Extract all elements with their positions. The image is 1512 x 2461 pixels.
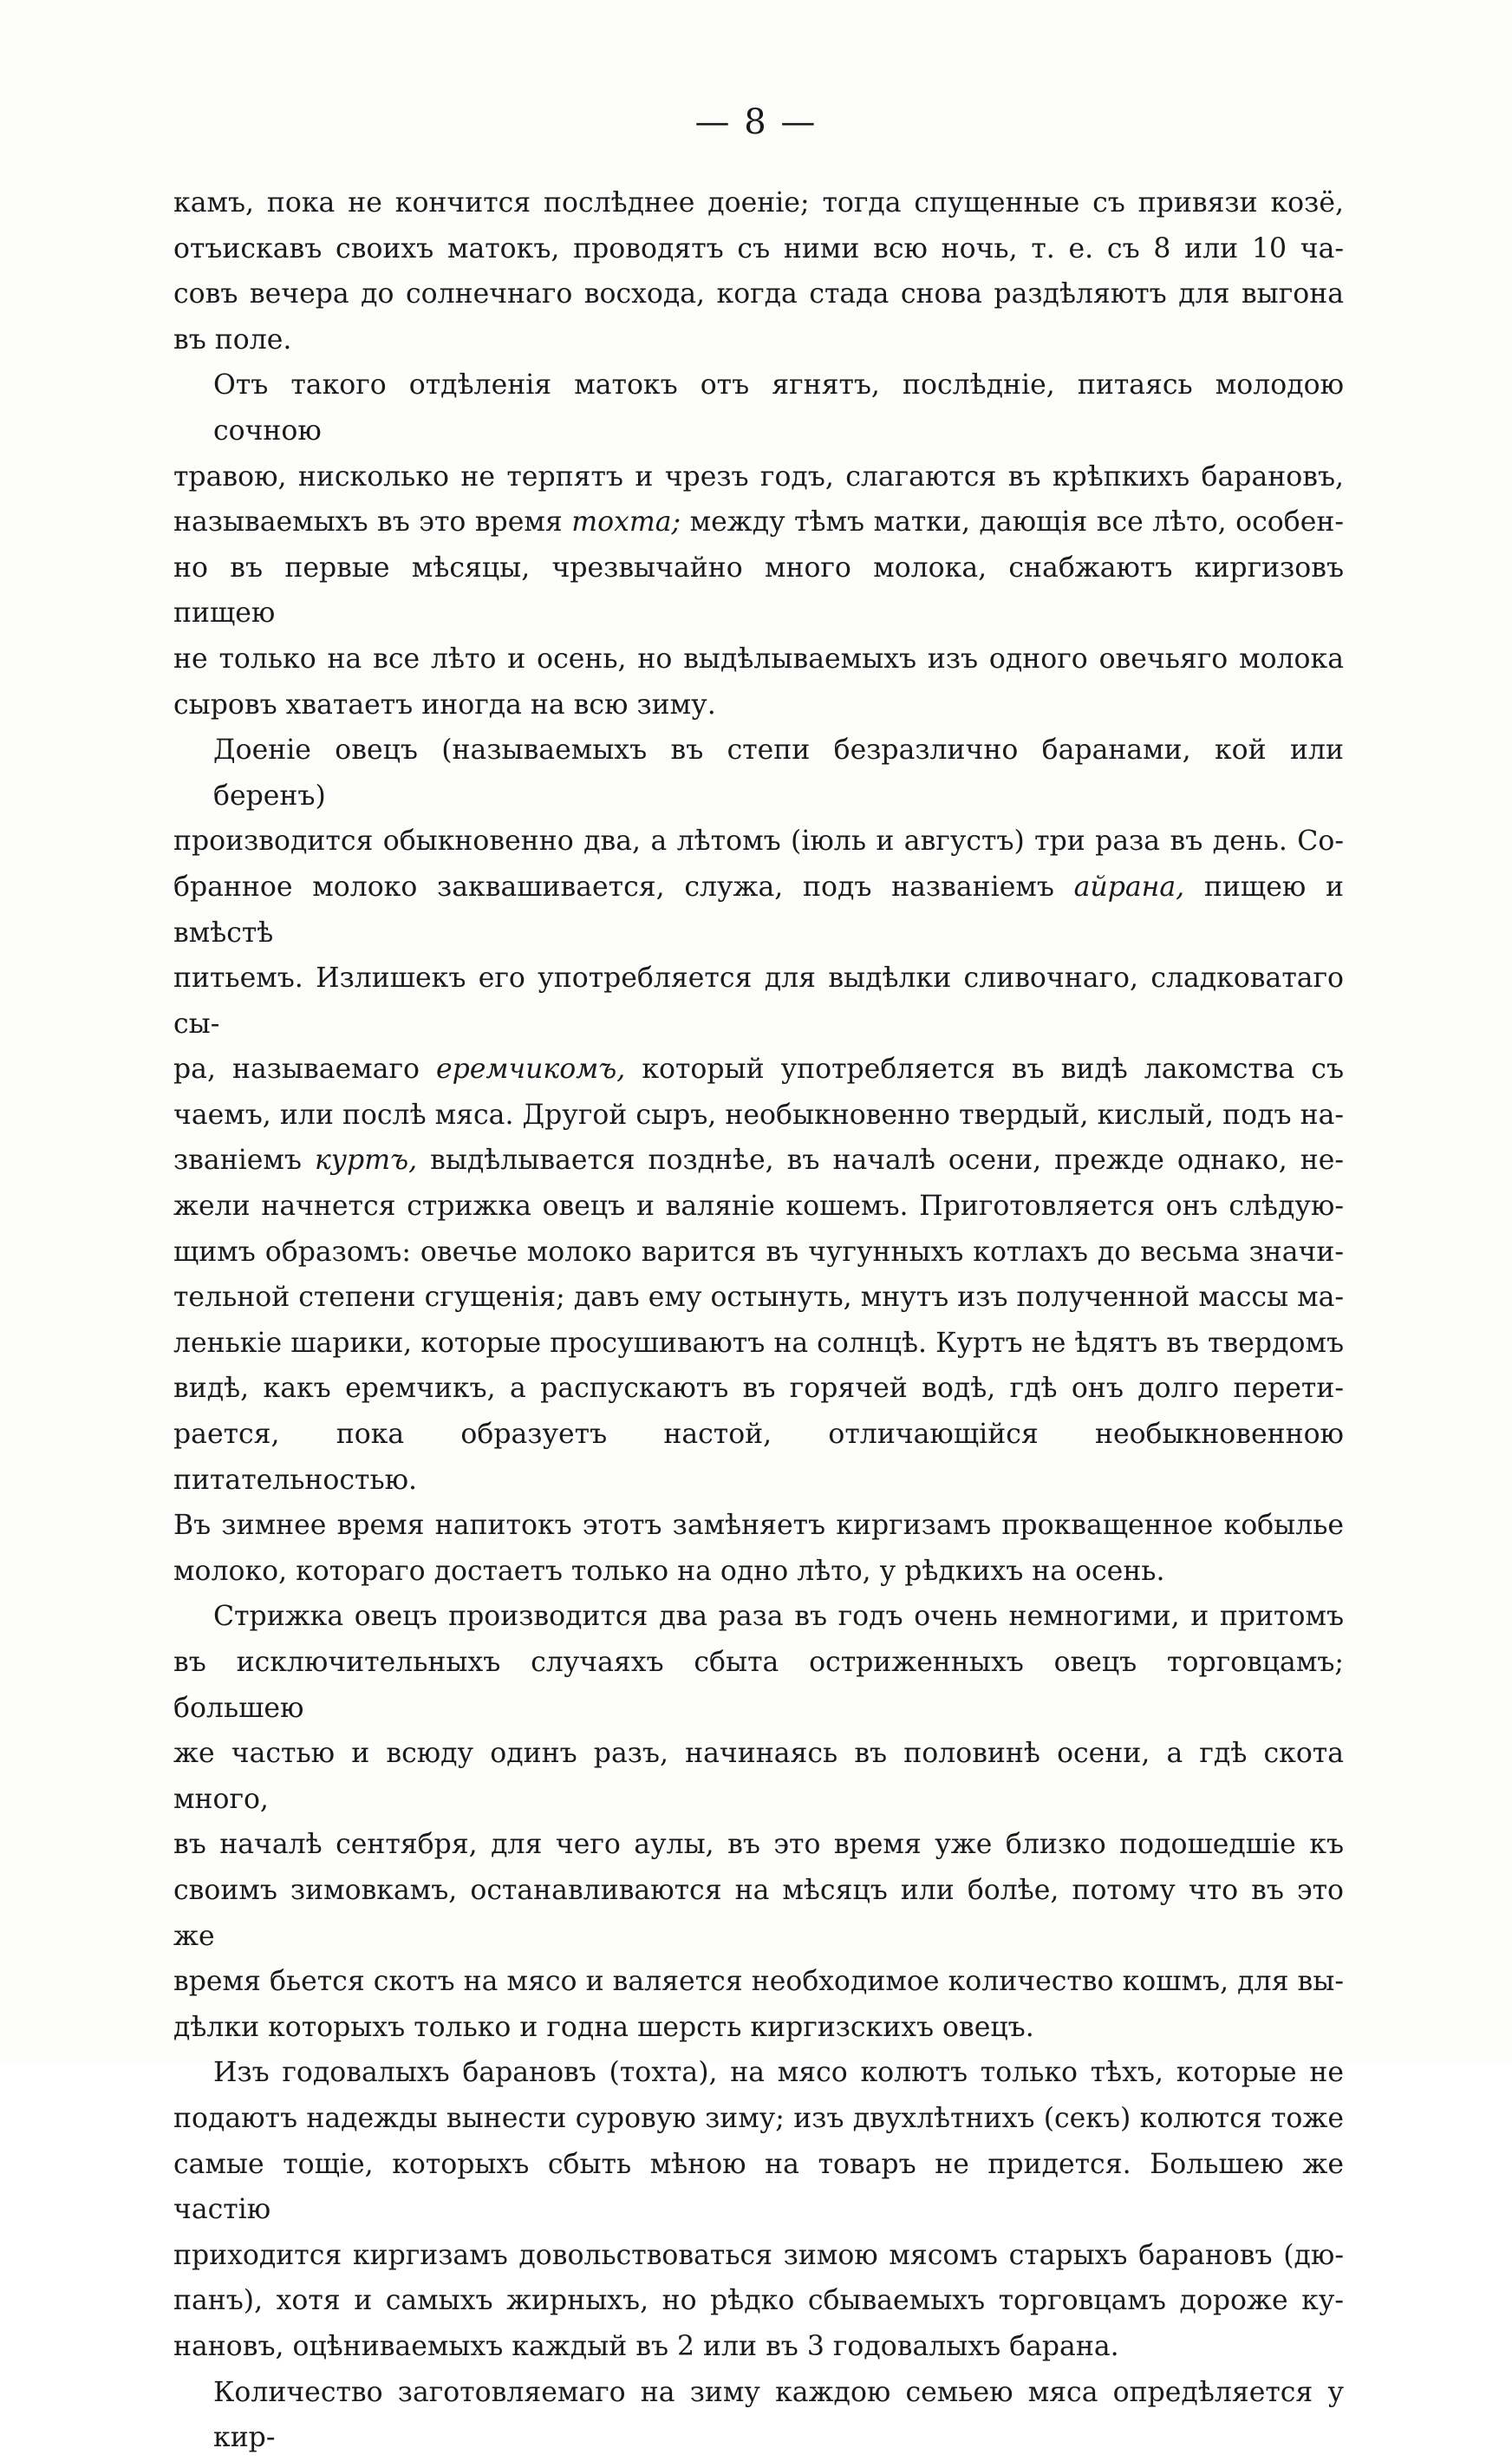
text-line: своимъ зимовкамъ, останавливаются на мѣсяцъ или болѣе, потому что въ это же bbox=[173, 1874, 1344, 1952]
text-line: молоко, котораго достаетъ только на одно лѣто, у рѣдкихъ на осень. bbox=[173, 1555, 1165, 1587]
text-segment: бранное молоко заквашивается, служа, подъ названіемъ bbox=[173, 871, 1074, 903]
text-line: Отъ такого отдѣленія матокъ отъ ягнятъ, послѣдніе, питаясь молодою сочною bbox=[213, 369, 1344, 447]
paragraph bbox=[173, 180, 1344, 362]
text-line: панъ), хотя и самыхъ жирныхъ, но рѣдко сбываемыхъ торговцамъ дороже ку- bbox=[173, 2285, 1344, 2317]
text-segment: между тѣмъ матки, дающія все лѣто, особен- bbox=[681, 506, 1344, 539]
text-segment: ра, называемаго bbox=[173, 1054, 436, 1086]
text-line: тельной степени сгущенія; давъ ему остынуть, мнутъ изъ полученной массы ма- bbox=[173, 1282, 1344, 1314]
paragraph bbox=[173, 2370, 1344, 2461]
text-line bbox=[173, 865, 1344, 956]
text-line: Доеніе овецъ (называемыхъ въ степи безразлично баранами, кой или беренъ) bbox=[213, 734, 1344, 812]
text-line: производится обыкновенно два, а лѣтомъ (іюль и августъ) три раза въ день. Со- bbox=[173, 826, 1344, 858]
text-segment: выдѣлывается позднѣе, въ началѣ осени, прежде однако, не- bbox=[417, 1145, 1345, 1177]
text-segment: называемыхъ въ это время bbox=[173, 506, 572, 539]
text-line: Количество заготовляемаго на зиму каждою семьею мяса опредѣляется у кир- bbox=[213, 2376, 1344, 2454]
text-line: ленькіе шарики, которые просушиваютъ на солнцѣ. Куртъ не ѣдятъ въ твердомъ bbox=[173, 1327, 1344, 1359]
text-line: приходится киргизамъ довольствоваться зимою мясомъ старыхъ барановъ (дю- bbox=[173, 2239, 1344, 2271]
italic-term: куртъ, bbox=[314, 1145, 418, 1177]
text-line: дѣлки которыхъ только и годна шерсть киргизскихъ овецъ. bbox=[173, 2011, 1034, 2043]
text-line: Въ зимнее время напитокъ этотъ замѣняетъ киргизамъ прокващенное кобылье bbox=[173, 1510, 1344, 1542]
paragraph bbox=[173, 362, 1344, 728]
text-segment: званіемъ bbox=[173, 1145, 315, 1177]
text-segment: который употребляется въ видѣ лакомства съ bbox=[625, 1054, 1344, 1086]
text-line: въ началѣ сентября, для чего аулы, въ это время уже близко подошедшіе къ bbox=[173, 1829, 1344, 1861]
italic-term: айрана, bbox=[1073, 871, 1185, 903]
text-line bbox=[173, 1138, 1344, 1184]
text-line: камъ, пока не кончится послѣднее доеніе; тогда спущенные съ привязи козё, bbox=[173, 187, 1344, 219]
text-line: сыровъ хватаетъ иногда на всю зиму. bbox=[173, 689, 716, 721]
text-line: нановъ, оцѣниваемыхъ каждый въ 2 или въ 3 годовалыхъ барана. bbox=[173, 2330, 1119, 2362]
text-line: время бьется скотъ на мясо и валяется необходимое количество кошмъ, для вы- bbox=[173, 1966, 1344, 1998]
text-line bbox=[173, 499, 1344, 545]
text-line: самые тощіе, которыхъ сбыть мѣною на товаръ не придется. Большею же частію bbox=[173, 2148, 1344, 2226]
text-line: чаемъ, или послѣ мяса. Другой сыръ, необыкновенно твердый, кислый, подъ на- bbox=[173, 1099, 1344, 1131]
text-line: травою, нисколько не терпятъ и чрезъ годъ, слагаются въ крѣпкихъ барановъ, bbox=[173, 460, 1344, 493]
text-line: видѣ, какъ еремчикъ, а распускаютъ въ горячей водѣ, гдѣ онъ долго перети- bbox=[173, 1373, 1344, 1405]
text-line: жели начнется стрижка овецъ и валяніе кошемъ. Приготовляется онъ слѣдую- bbox=[173, 1191, 1344, 1223]
text-line: же частью и всюду одинъ разъ, начинаясь въ половинѣ осени, а гдѣ скота много, bbox=[173, 1738, 1344, 1815]
text-line: рается, пока образуетъ настой, отличающійся необыкновенною питательностью. bbox=[173, 1419, 1344, 1496]
text-line: въ поле. bbox=[173, 323, 292, 356]
text-line: въ исключительныхъ случаяхъ сбыта остриженныхъ овецъ торговцамъ; большею bbox=[173, 1647, 1344, 1724]
text-line: Изъ годовалыхъ барановъ (тохта), на мясо колютъ только тѣхъ, которые не bbox=[213, 2057, 1344, 2089]
text-line: но въ первые мѣсяцы, чрезвычайно много молока, снабжаютъ киргизовъ пищею bbox=[173, 552, 1344, 630]
italic-term: тохта; bbox=[571, 506, 681, 539]
page-number: — 8 — bbox=[694, 102, 818, 142]
paragraph bbox=[173, 2050, 1344, 2369]
text-segment: пищею и вмѣстѣ bbox=[173, 871, 1344, 949]
italic-term: еремчикомъ, bbox=[435, 1054, 626, 1086]
body-text bbox=[173, 180, 1344, 2461]
paragraph bbox=[173, 728, 1344, 1594]
paragraph bbox=[173, 1594, 1344, 2050]
text-line: подаютъ надежды вынести суровую зиму; изъ двухлѣтнихъ (секъ) колются тоже bbox=[173, 2102, 1344, 2134]
text-line: не только на все лѣто и осень, но выдѣлываемыхъ изъ одного овечьяго молока bbox=[173, 643, 1344, 675]
text-line: совъ вечера до солнечнаго восхода, когда стада снова раздѣляютъ для выгона bbox=[173, 278, 1344, 310]
text-line bbox=[173, 1047, 1344, 1093]
text-line: отъискавъ своихъ матокъ, проводятъ съ ними всю ночь, т. е. съ 8 или 10 ча- bbox=[173, 232, 1344, 264]
text-line: щимъ образомъ: овечье молоко варится въ чугунныхъ котлахъ до весьма значи- bbox=[173, 1236, 1344, 1268]
text-line: питьемъ. Излишекъ его употребляется для выдѣлки сливочнаго, сладковатаго сы- bbox=[173, 963, 1344, 1040]
text-line: Стрижка овецъ производится два раза въ годъ очень немногими, и притомъ bbox=[213, 1601, 1344, 1633]
